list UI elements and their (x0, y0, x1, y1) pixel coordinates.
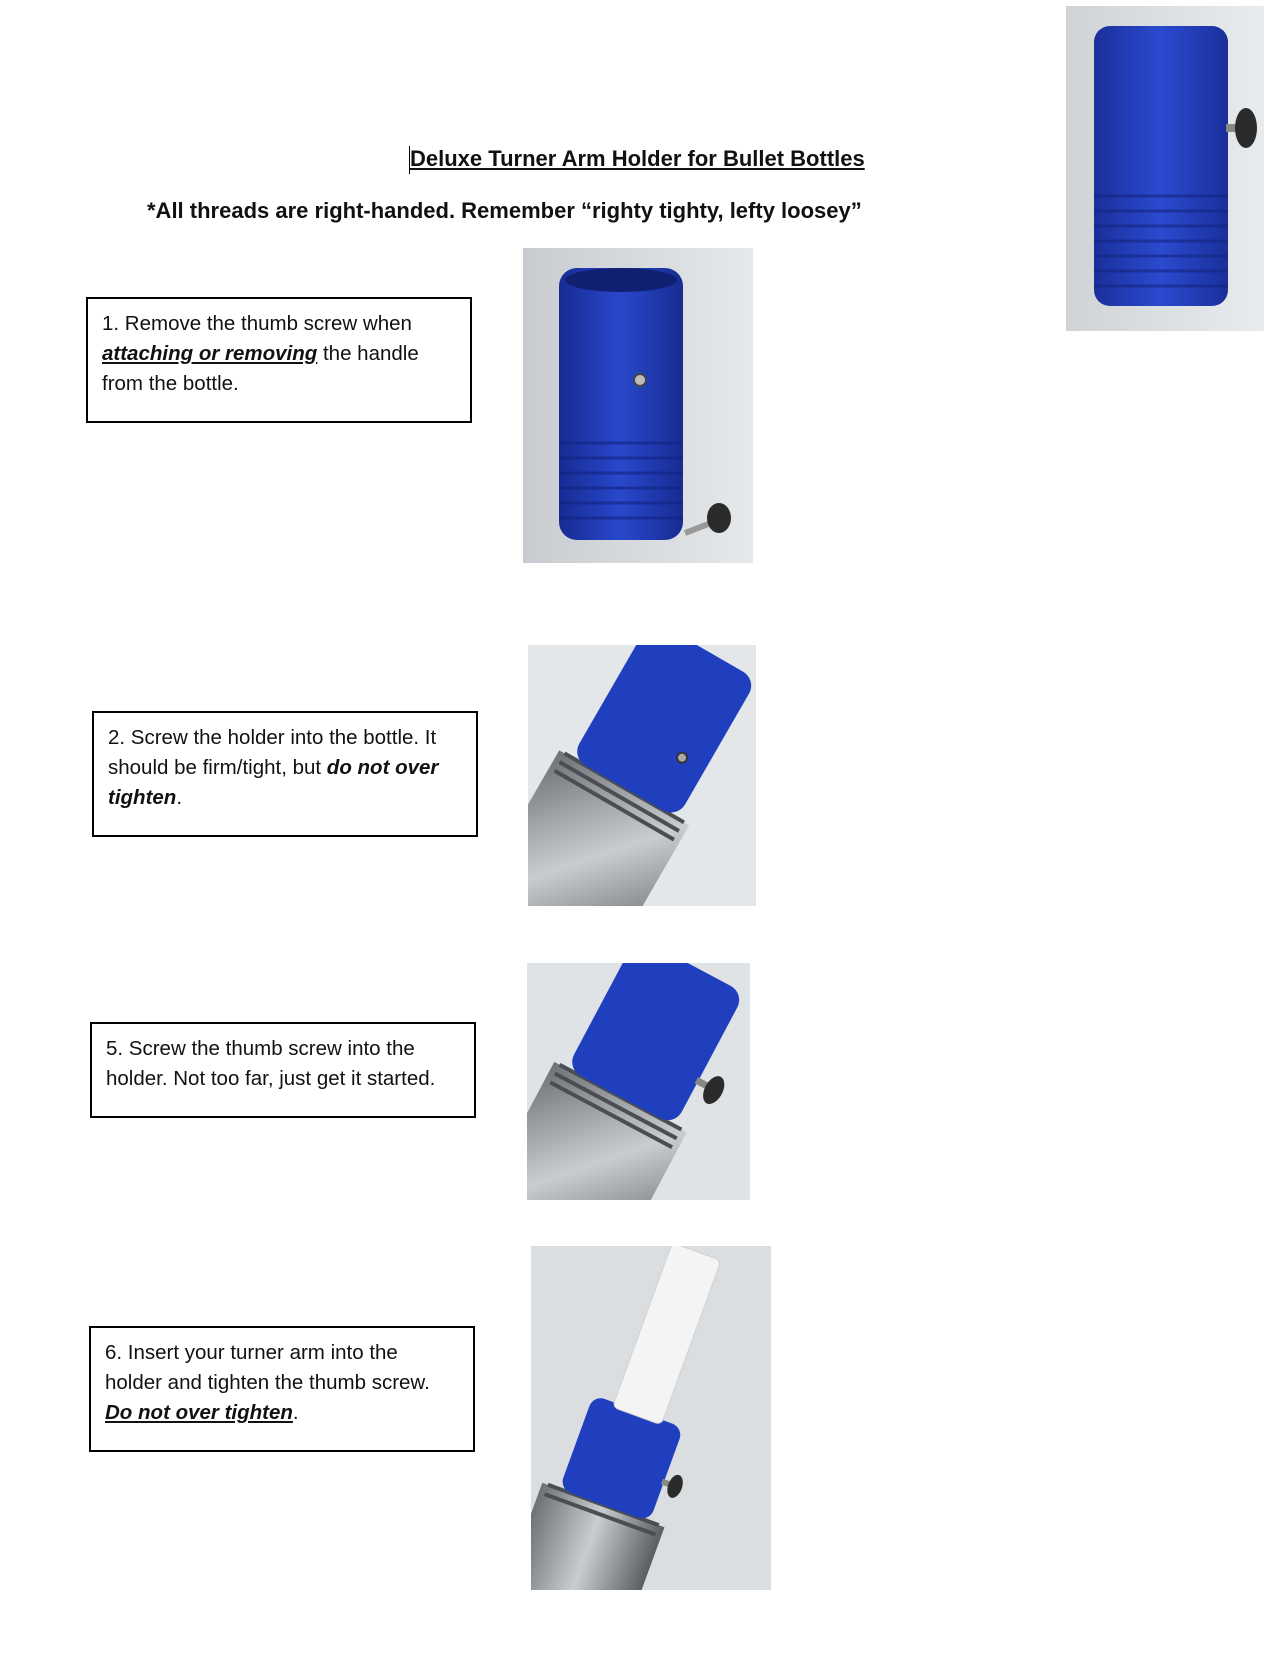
step-6-box (89, 1326, 475, 1452)
step-1-box (86, 297, 472, 423)
holder-alone-with-screw-photo (523, 248, 753, 563)
step-6-text-end: . (292, 1401, 299, 1424)
holder-with-thumb-screw-photo (1066, 6, 1264, 331)
step-2-emphasis: do not over tighten (108, 756, 439, 809)
thumb-screw-started-photo (527, 963, 750, 1200)
turner-arm-inserted-photo (531, 1246, 771, 1590)
step-5-box (90, 1022, 476, 1118)
step-6-text: 6. Insert your turner arm into the holder and tighten the thumb screw. (105, 1341, 430, 1394)
threads-note: *All threads are right-handed. Remember “righty tighty, lefty loosey” (147, 198, 862, 223)
step-2-box (92, 711, 478, 837)
step-1-emphasis: attaching or removing (102, 342, 318, 365)
step-6-emphasis: Do not over tighten (105, 1401, 293, 1424)
holder-on-bottle-photo (528, 645, 756, 906)
step-1-text: 1. Remove the thumb screw when (102, 312, 412, 335)
step-2-text-end: . (176, 786, 183, 809)
step-2-text: 2. Screw the holder into the bottle. It should be firm/tight, but (108, 726, 437, 779)
page-title: Deluxe Turner Arm Holder for Bullet Bottles (410, 146, 865, 171)
step-1-text-end: the handle from the bottle. (102, 342, 419, 395)
step-5-text: 5. Screw the thumb screw into the holder. Not too far, just get it started. (106, 1037, 436, 1090)
